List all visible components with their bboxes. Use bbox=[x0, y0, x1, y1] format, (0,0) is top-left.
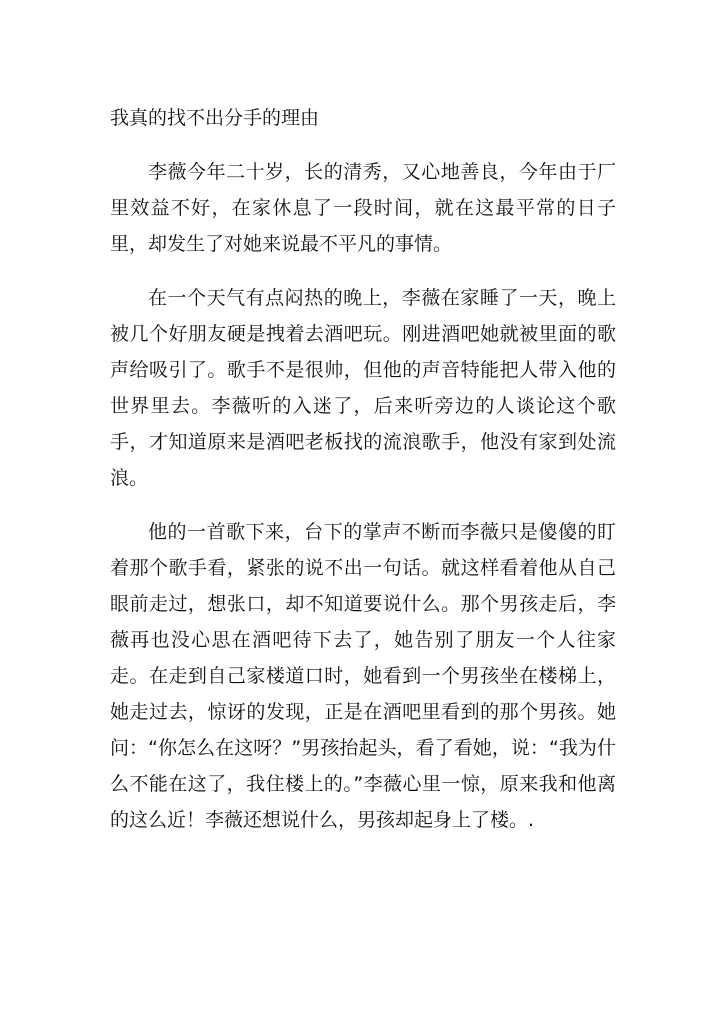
paragraph-1: 李薇今年二十岁，长的清秀，又心地善良，今年由于厂里效益不好，在家休息了一段时间，就在这最平常的日子里，却发生了对她来说最不平凡的事情。 bbox=[110, 161, 616, 255]
document-title: 我真的找不出分手的理由 bbox=[110, 107, 320, 129]
paragraph-3: 他的一首歌下来，台下的掌声不断而李薇只是傻傻的盯着那个歌手看，紧张的说不出一句话。就这样看着他从自己眼前走过，想张口，却不知道要说什么。那个男孩走后，李薇再也没心思在酒吧待下去了，她告别了朋友一个人往家走。在走到自己家楼道口时，她看到一个男孩坐在楼梯上，她走过去，惊讶的发现，正是在酒吧里看到的那个男孩。她问：“你怎么在这呀？”男孩抬起头，看了看她，说：“我为什么不能在这了，我住楼上的。”李薇心里一惊，原来我和他离的这么近！李薇还想说什么，男孩却起身上了楼。. bbox=[110, 521, 616, 831]
paragraph-2: 在一个天气有点闷热的晚上，李薇在家睡了一天，晚上被几个好朋友硬是拽着去酒吧玩。刚进酒吧她就被里面的歌声给吸引了。歌手不是很帅，但他的声音特能把人带入他的世界里去。李薇听的入迷了，后来听旁边的人谈论这个歌手，才知道原来是酒吧老板找的流浪歌手，他没有家到处流浪。 bbox=[110, 287, 616, 489]
document-body bbox=[110, 100, 616, 856]
